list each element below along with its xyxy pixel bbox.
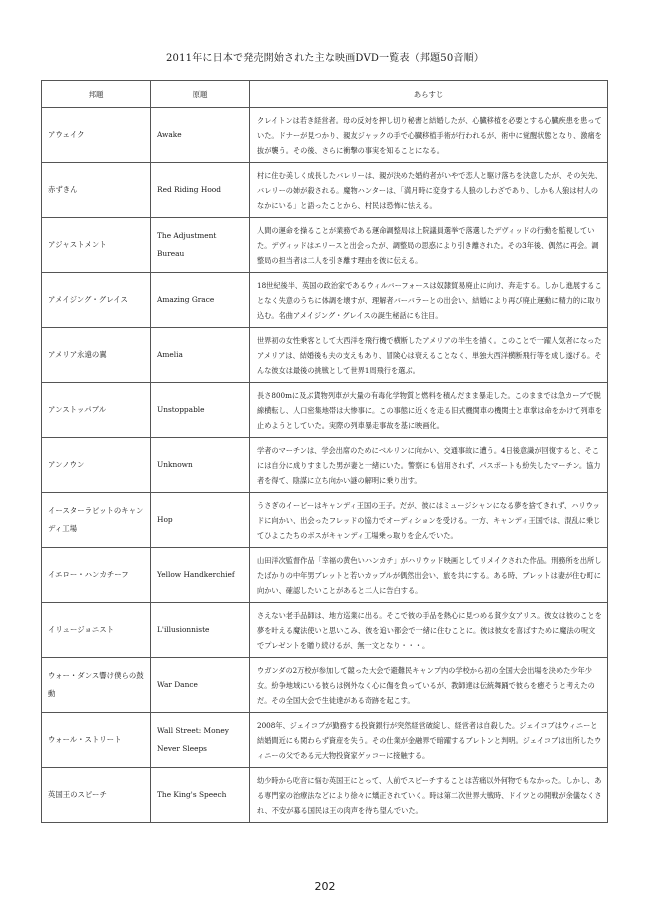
japanese-title-cell: 赤ずきん — [42, 163, 151, 218]
table-row — [42, 603, 608, 658]
original-title-cell: Amelia — [151, 328, 250, 383]
table-header-row — [42, 81, 608, 108]
original-title-cell: Unknown — [151, 438, 250, 493]
japanese-title-cell: ウォー・ダンス響け僕らの鼓動 — [42, 658, 151, 713]
synopsis-cell: 世界初の女性乗客として大西洋を飛行機で横断したアメリアの半生を描く。このことで一躍人気者になったアメリアは、結婚後も夫の支えもあり、冒険心は衰えることなく、単独大西洋横断飛行等を成し遂げる。そんな彼女は最後の挑戦として世界1周飛行を選ぶ。 — [250, 328, 608, 383]
original-title-cell: Amazing Grace — [151, 273, 250, 328]
original-title-cell: L'illusionniste — [151, 603, 250, 658]
synopsis-cell: さえない老手品師は、地方巡業に出る。そこで彼の手品を熱心に見つめる貧少女アリス。彼女は彼のことを夢を叶える魔法使いと思いこみ、彼を追い都会で一緒に住むことに。彼は彼女を喜ばすために魔法の呪文でプレゼントを贈り続けるが、無一文となり・・・。 — [250, 603, 608, 658]
synopsis-cell: 人間の運命を操ることが業務である運命調整局は上院議員選挙で落選したデヴィッドの行動を監視していた。デヴィッドはエリースと出会ったが、調整局の思惑により引き離された。その3年後、偶然に再会。調整局の担当者は二人を引き離す理由を彼に伝える。 — [250, 218, 608, 273]
japanese-title-cell: イエロー・ハンカチーフ — [42, 548, 151, 603]
japanese-title-cell: アンノウン — [42, 438, 151, 493]
japanese-title-cell: アメイジング・グレイス — [42, 273, 151, 328]
table-row — [42, 273, 608, 328]
synopsis-cell: 長さ800mに及ぶ貨物列車が大量の有毒化学物質と燃料を積んだまま暴走した。このままでは急カーブで脱線横転し、人口密集地帯は大惨事に。この事態に近くを走る旧式機関車の機関士と車掌は命をかけて列車を止めようとしていた。実際の列車暴走事故を基に映画化。 — [250, 383, 608, 438]
japanese-title-cell: アメリア永遠の翼 — [42, 328, 151, 383]
japanese-title-cell: ウォール・ストリート — [42, 713, 151, 768]
table-row — [42, 328, 608, 383]
table-row — [42, 438, 608, 493]
synopsis-cell: うさぎのイービーはキャンディ王国の王子。だが、彼にはミュージシャンになる夢を捨てきれず、ハリウッドに向かい、出会ったフレッドの協力でオーディションを受ける。一方、キャンディ王国では、混乱に乗じてひよこたちのボスがキャンディ工場乗っ取りを企んでいた。 — [250, 493, 608, 548]
page-number: 202 — [314, 880, 336, 893]
header-original-title: 原題 — [151, 81, 250, 108]
japanese-title-cell: アンストッパブル — [42, 383, 151, 438]
original-title-cell: Unstoppable — [151, 383, 250, 438]
table-row — [42, 548, 608, 603]
table-row — [42, 768, 608, 823]
japanese-title-cell: 英国王のスピーチ — [42, 768, 151, 823]
japanese-title-cell: アウェイク — [42, 108, 151, 163]
table-row — [42, 218, 608, 273]
table-row — [42, 383, 608, 438]
movie-dvd-table — [41, 80, 608, 823]
japanese-title-cell: イースターラビットのキャンディ工場 — [42, 493, 151, 548]
document-title: 2011年に日本で発売開始された主な映画DVD一覧表（邦題50音順） — [165, 53, 485, 64]
table-row — [42, 108, 608, 163]
original-title-cell: The Adjustment Bureau — [151, 218, 250, 273]
table-row — [42, 658, 608, 713]
original-title-cell: Hop — [151, 493, 250, 548]
synopsis-cell: 2008年、ジェイコブが勤務する投資銀行が突然経営破綻し、経営者は自殺した。ジェイコブはウィニーと結婚間近にも関わらず資産を失う。その仕業が金融界で暗躍するブレトンと判明。ジェイコブは出所したウィニーの父である元大物投資家ゲッコーに接触する。 — [250, 713, 608, 768]
table-row — [42, 493, 608, 548]
synopsis-cell: 村に住む美しく成長したバレリーは、親が決めた婚約者がいやで恋人と駆け落ちを決意したが、その矢先、バレリーの姉が殺される。魔物ハンターは、「満月時に変身する人狼のしわざであり、しかも人狼は村人のなかにいる」と語ったことから、村民は恐怖に怯える。 — [250, 163, 608, 218]
original-title-cell: Red Riding Hood — [151, 163, 250, 218]
synopsis-cell: 18世紀後半、英国の政治家であるウィルバーフォースは奴隷貿易廃止に向け、奔走する。しかし進展することなく失意のうちに体調を壊すが、理解者バーバラーとの出会い、結婚により再び廃止運動に精力的に取り込む。名曲アメイジング・グレイスの誕生秘話にも注目。 — [250, 273, 608, 328]
original-title-cell: War Dance — [151, 658, 250, 713]
japanese-title-cell: アジャストメント — [42, 218, 151, 273]
japanese-title-cell: イリュージョニスト — [42, 603, 151, 658]
synopsis-cell: クレイトンは若き経営者。母の反対を押し切り秘書と結婚したが、心臓移植を必要とする心臓疾患を患っていた。ドナーが見つかり、親友ジャックの手で心臓移植手術が行われるが、術中に覚醒状態となり、激痛を抜が襲う。その後、さらに衝撃の事実を知ることになる。 — [250, 108, 608, 163]
table-row — [42, 713, 608, 768]
synopsis-cell: 学者のマーチンは、学会出席のためにベルリンに向かい、交通事故に遭う。4日後意識が回復すると、そこには自分に成りすました男が妻と一緒にいた。警察にも信用されず、パスポートも紛失したマーチン。協力者を得て、陰謀に立ち向かい謎の解明に乗り出す。 — [250, 438, 608, 493]
original-title-cell: Awake — [151, 108, 250, 163]
original-title-cell: The King's Speech — [151, 768, 250, 823]
table-row — [42, 163, 608, 218]
original-title-cell: Yellow Handkerchief — [151, 548, 250, 603]
header-japanese-title: 邦題 — [42, 81, 151, 108]
synopsis-cell: 山田洋次監督作品「幸福の黄色いハンカチ」がハリウッド映画としてリメイクされた作品。刑務所を出所したばかりの中年男ブレットと若いカップルが偶然出会い、旅を共にする。ある時、ブレットは妻が住む町に向かい、確認したいことがあると二人に告白する。 — [250, 548, 608, 603]
header-synopsis: あらすじ — [250, 81, 608, 108]
synopsis-cell: ウガンダの2万校が参加して競った大会で避難民キャンプ内の学校から初の全国大会出場を決めた少年少女。紛争地域にいる彼らは例外なく心に傷を負っているが、教師達は伝統舞踊で彼らを癒そうと考えたのだ。その全国大会で生徒達がある奇跡を起こす。 — [250, 658, 608, 713]
synopsis-cell: 幼少時から吃音に悩む英国王にとって、人前でスピーチすることは苦痛以外何物でもなかった。しかし、ある専門家の治療法などにより徐々に矯正されていく。時は第二次世界大戦時、ドイツとの開戦が余儀なくされ、不安が募る国民は王の肉声を待ち望んでいた。 — [250, 768, 608, 823]
original-title-cell: Wall Street: Money Never Sleeps — [151, 713, 250, 768]
